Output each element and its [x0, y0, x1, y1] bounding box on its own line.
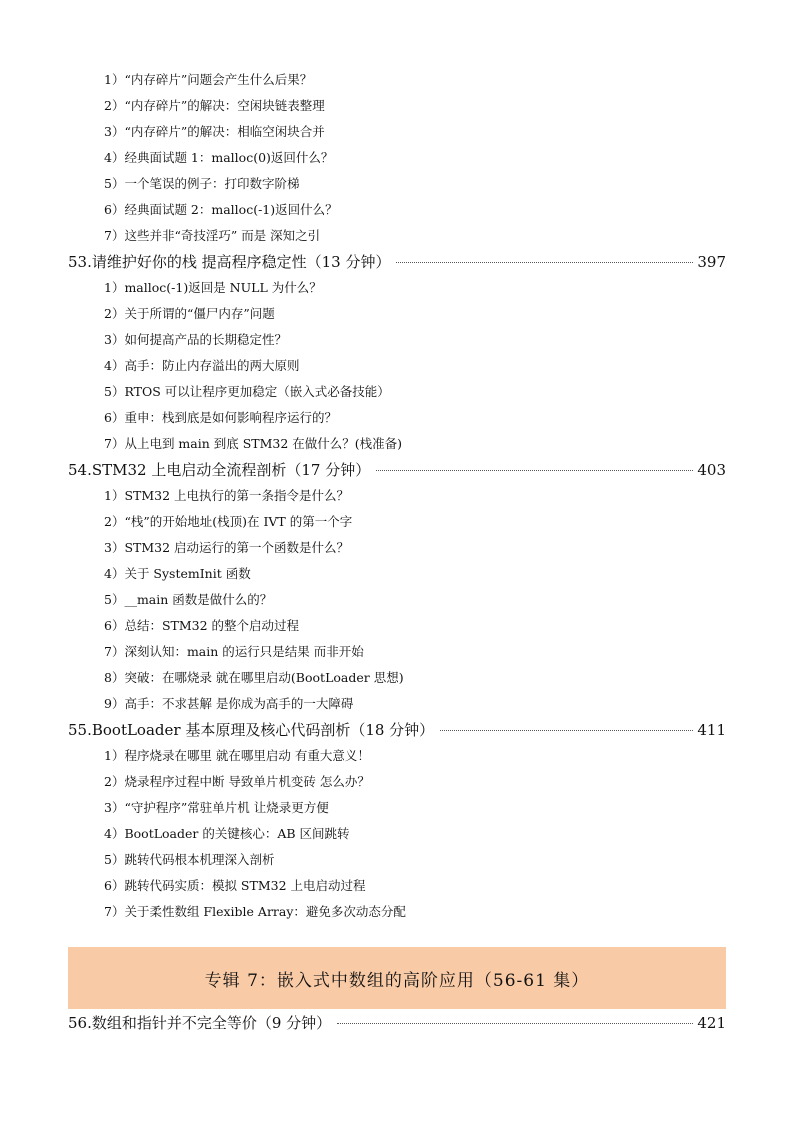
toc-sub-item: 1）STM32 上电执行的第一条指令是什么？: [104, 488, 350, 503]
toc-sub-item: 2）“内存碎片”的解决：空闲块链表整理: [104, 98, 325, 113]
toc-sub-item: 5）跳转代码根本机理深入剖析: [104, 852, 275, 867]
leader-dots: [337, 1023, 693, 1024]
album-banner: [68, 947, 726, 1009]
toc-sub-item: 3）如何提高产品的长期稳定性？: [104, 332, 287, 347]
table-of-contents: [68, 67, 726, 925]
toc-sub-item: 7）这些并非“奇技淫巧” 而是 深知之引: [104, 228, 321, 243]
toc-sub-item: 6）总结：STM32 的整个启动过程: [104, 618, 300, 633]
toc-sub-item: 6）重申：栈到底是如何影响程序运行的？: [104, 410, 337, 425]
chapter-title: 56.数组和指针并不完全等价（9 分钟）: [68, 1014, 332, 1032]
toc-chapter-entry[interactable]: [68, 457, 726, 483]
leader-dots: [440, 730, 693, 731]
toc-sub-item: 7）关于柔性数组 Flexible Array：避免多次动态分配: [104, 904, 406, 919]
toc-sub-item: 5）RTOS 可以让程序更加稳定（嵌入式必备技能）: [104, 384, 390, 399]
chapter-title: 55.BootLoader 基本原理及核心代码剖析（18 分钟）: [68, 721, 435, 739]
toc-sub-item: 3）“内存碎片”的解决：相临空闲块合并: [104, 124, 325, 139]
toc-sub-item: 9）高手：不求甚解 是你成为高手的一大障碍: [104, 696, 354, 711]
toc-sub-item: 4）高手：防止内存溢出的两大原则: [104, 358, 300, 373]
toc-sub-item: 4）BootLoader 的关键核心：AB 区间跳转: [104, 826, 350, 841]
toc-sub-item: 1）“内存碎片”问题会产生什么后果？: [104, 72, 313, 87]
toc-sub-item: 5）__main 函数是做什么的？: [104, 592, 273, 607]
toc-chapter-entry[interactable]: [68, 249, 726, 275]
chapter-page-number: 397: [697, 253, 726, 271]
toc-sub-item: 1）程序烧录在哪里 就在哪里启动 有重大意义！: [104, 748, 370, 763]
toc-sub-item: 7）深刻认知：main 的运行只是结果 而非开始: [104, 644, 364, 659]
toc-chapter-entry[interactable]: [68, 717, 726, 743]
toc-sub-item: 3）STM32 启动运行的第一个函数是什么？: [104, 540, 350, 555]
leader-dots: [376, 470, 693, 471]
toc-sub-item: 5）一个笔误的例子：打印数字阶梯: [104, 176, 300, 191]
toc-sub-item: 3）“守护程序”常驻单片机 让烧录更方便: [104, 800, 329, 815]
toc-chapter-entry[interactable]: [68, 1010, 726, 1036]
toc-sub-item: 4）经典面试题 1：malloc(0)返回什么？: [104, 150, 334, 165]
toc-sub-item: 6）经典面试题 2：malloc(-1)返回什么？: [104, 202, 338, 217]
toc-sub-item: 6）跳转代码实质：模拟 STM32 上电启动过程: [104, 878, 366, 893]
toc-sub-item: 4）关于 SystemInit 函数: [104, 566, 251, 581]
toc-sub-item: 2）关于所谓的“僵尸内存”问题: [104, 306, 275, 321]
chapter-page-number: 411: [697, 721, 726, 739]
toc-sub-item: 7）从上电到 main 到底 STM32 在做什么？(栈准备): [104, 436, 403, 451]
chapter-page-number: 421: [697, 1014, 726, 1032]
chapter-title: 53.请维护好你的栈 提高程序稳定性（13 分钟）: [68, 253, 391, 271]
chapter-title: 54.STM32 上电启动全流程剖析（17 分钟）: [68, 461, 371, 479]
toc-sub-item: 2）烧录程序过程中断 导致单片机变砖 怎么办？: [104, 774, 370, 789]
toc-sub-item: 8）突破：在哪烧录 就在哪里启动(BootLoader 思想): [104, 670, 404, 685]
toc-sub-item: 1）malloc(-1)返回是 NULL 为什么？: [104, 280, 322, 295]
chapter-page-number: 403: [697, 461, 726, 479]
album-banner-title: 专辑 7：嵌入式中数组的高阶应用（56-61 集）: [204, 970, 590, 991]
toc-sub-item: 2）“栈”的开始地址(栈顶)在 IVT 的第一个字: [104, 514, 353, 529]
leader-dots: [396, 262, 693, 263]
last-chapter-container: [68, 1010, 726, 1036]
